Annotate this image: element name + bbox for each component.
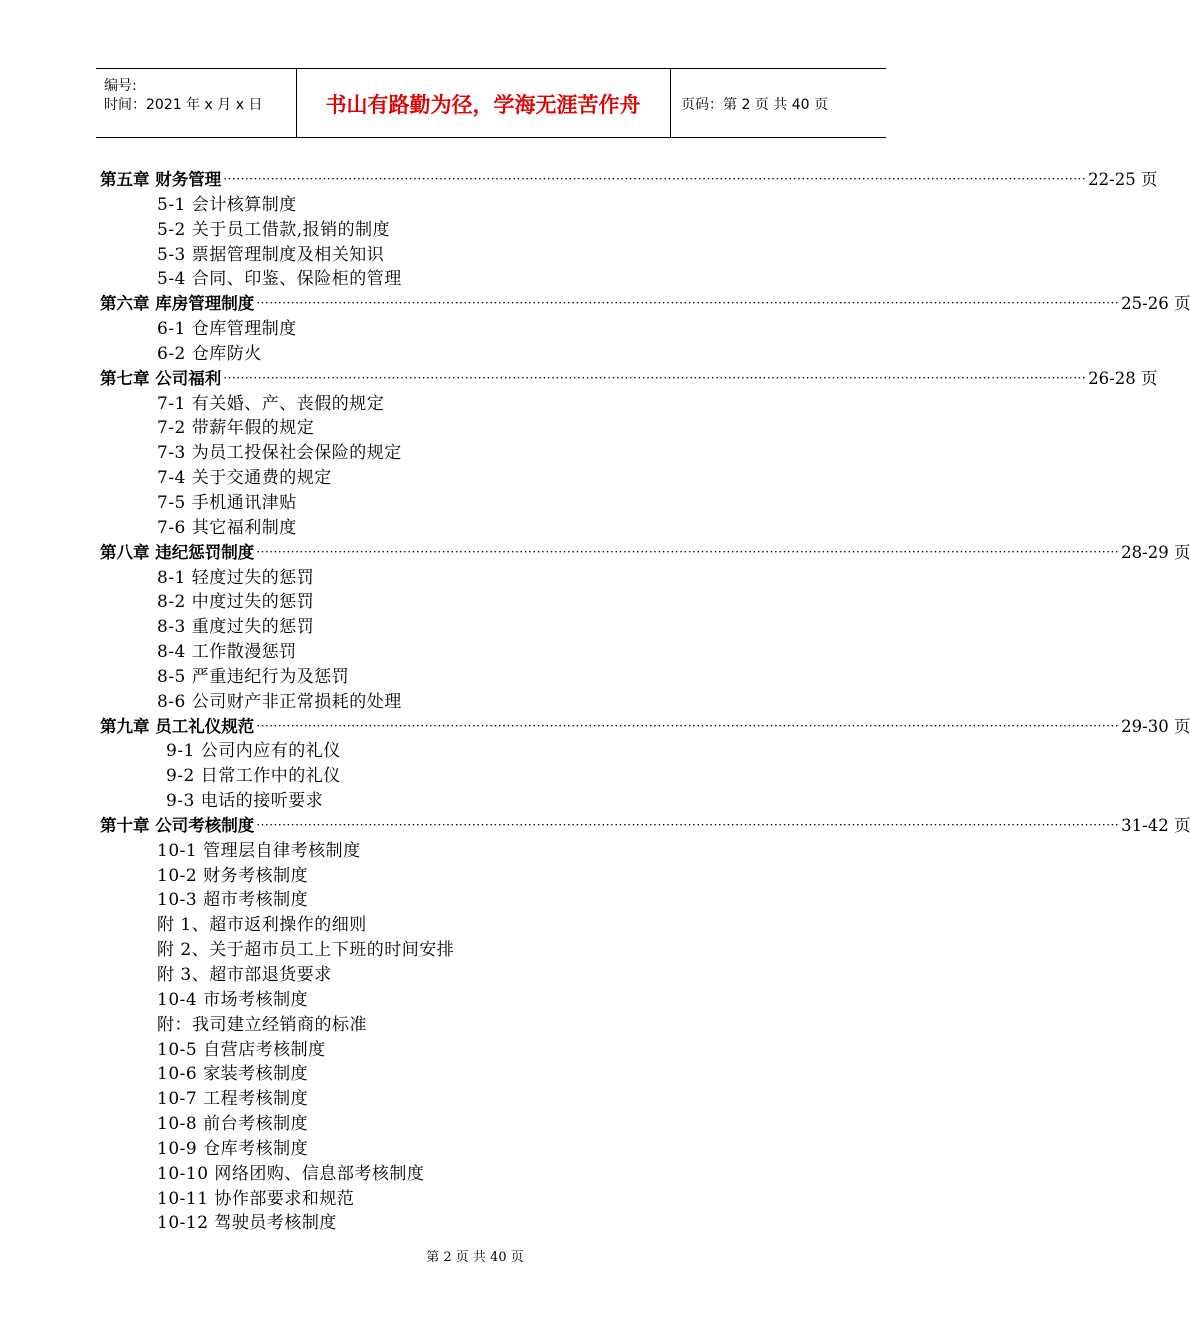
chapter-page-range: 28-29 页 [1121, 542, 1190, 562]
toc-chapter [100, 292, 1190, 317]
page-header [96, 68, 886, 138]
toc-chapter [100, 541, 1190, 566]
dot-leader: ········································································································································································································ [256, 817, 1120, 832]
chapter-page-range: 31-42 页 [1121, 815, 1190, 835]
toc-section: 10-8 前台考核制度 [157, 1114, 309, 1135]
date-label: 时间：2021 年 x 月 x 日 [104, 97, 263, 113]
toc-section: 10-3 超市考核制度 [157, 890, 309, 911]
toc-section: 7-3 为员工投保社会保险的规定 [157, 443, 402, 464]
header-left-cell [96, 69, 297, 137]
chapter-page-range: 26-28 页 [1088, 368, 1158, 388]
toc-section: 10-11 协作部要求和规范 [157, 1188, 355, 1209]
toc-section: 5-3 票据管理制度及相关知识 [157, 244, 385, 265]
serial-number-label: 编号: [104, 78, 137, 94]
toc-section: 10-2 财务考核制度 [157, 865, 309, 886]
toc-section: 附：我司建立经销商的标准 [157, 1014, 367, 1035]
header-page-cell [671, 69, 886, 137]
toc-section: 6-1 仓库管理制度 [157, 319, 297, 340]
dot-leader: ········································································································································································································ [223, 370, 1087, 385]
chapter-page-range: 22-25 页 [1088, 170, 1158, 189]
dot-leader: ········································································································································································································ [256, 544, 1120, 559]
toc-section: 10-9 仓库考核制度 [157, 1138, 309, 1159]
toc-section: 10-12 驾驶员考核制度 [157, 1213, 337, 1234]
chapter-title: 第八章 违纪惩罚制度 [100, 542, 255, 562]
toc-section: 5-4 合同、印鉴、保险柜的管理 [157, 269, 402, 290]
chapter-title: 第七章 公司福利 [100, 368, 222, 388]
toc-section: 附 3、超市部退货要求 [157, 965, 332, 985]
chapter-title: 第九章 员工礼仪规范 [100, 716, 255, 736]
chapter-title: 第五章 财务管理 [100, 170, 222, 189]
toc-chapter [100, 814, 1190, 839]
toc-section: 9-2 日常工作中的礼仪 [166, 766, 341, 787]
toc-section: 8-6 公司财产非正常损耗的处理 [157, 691, 402, 712]
chapter-page-range: 25-26 页 [1121, 294, 1190, 314]
page-footer [0, 1246, 950, 1265]
toc-section: 5-2 关于员工借款,报销的制度 [157, 219, 391, 240]
toc-section: 10-4 市场考核制度 [157, 989, 309, 1010]
toc-section: 7-6 其它福利制度 [157, 517, 297, 538]
toc-section: 7-4 关于交通费的规定 [157, 468, 332, 489]
chapter-title: 第六章 库房管理制度 [100, 294, 255, 314]
toc-chapter [100, 715, 1190, 740]
toc-section: 10-6 家装考核制度 [157, 1064, 309, 1085]
header-page-info: 页码：第 2 页 共 40 页 [681, 97, 828, 113]
toc-section: 9-1 公司内应有的礼仪 [166, 741, 341, 762]
dot-leader: ········································································································································································································ [223, 172, 1087, 186]
toc-section: 8-2 中度过失的惩罚 [157, 592, 315, 613]
toc-section: 10-10 网络团购、信息部考核制度 [157, 1163, 425, 1184]
toc-section: 7-5 手机通讯津贴 [157, 492, 297, 513]
toc-chapter [100, 168, 1158, 193]
toc-section: 7-1 有关婚、产、丧假的规定 [157, 393, 385, 414]
toc-section: 8-5 严重违纪行为及惩罚 [157, 666, 350, 687]
toc-section: 附 2、关于超市员工上下班的时间安排 [157, 940, 455, 961]
dot-leader: ········································································································································································································ [256, 296, 1120, 311]
toc-chapter [100, 367, 1158, 392]
dot-leader: ········································································································································································································ [256, 718, 1120, 733]
toc-section: 5-1 会计核算制度 [157, 194, 297, 215]
chapter-page-range: 29-30 页 [1121, 716, 1190, 736]
toc-section: 10-1 管理层自律考核制度 [157, 840, 361, 861]
toc-section: 10-7 工程考核制度 [157, 1089, 309, 1110]
toc-section: 6-2 仓库防火 [157, 343, 262, 364]
toc-section: 10-5 自营店考核制度 [157, 1039, 326, 1060]
table-of-contents [0, 168, 1190, 1236]
toc-section: 8-4 工作散漫惩罚 [157, 642, 297, 663]
toc-section: 附 1、超市返利操作的细则 [157, 915, 367, 936]
footer-page-number: 第 2 页 共 40 页 [426, 1250, 524, 1265]
toc-section: 8-3 重度过失的惩罚 [157, 617, 315, 638]
toc-section: 8-1 轻度过失的惩罚 [157, 567, 315, 588]
toc-section: 7-2 带薪年假的规定 [157, 418, 315, 439]
motto-text: 书山有路勤为径，学海无涯苦作舟 [325, 93, 641, 117]
toc-section: 9-3 电话的接听要求 [166, 791, 324, 812]
header-motto-cell [296, 69, 671, 137]
chapter-title: 第十章 公司考核制度 [100, 815, 255, 835]
